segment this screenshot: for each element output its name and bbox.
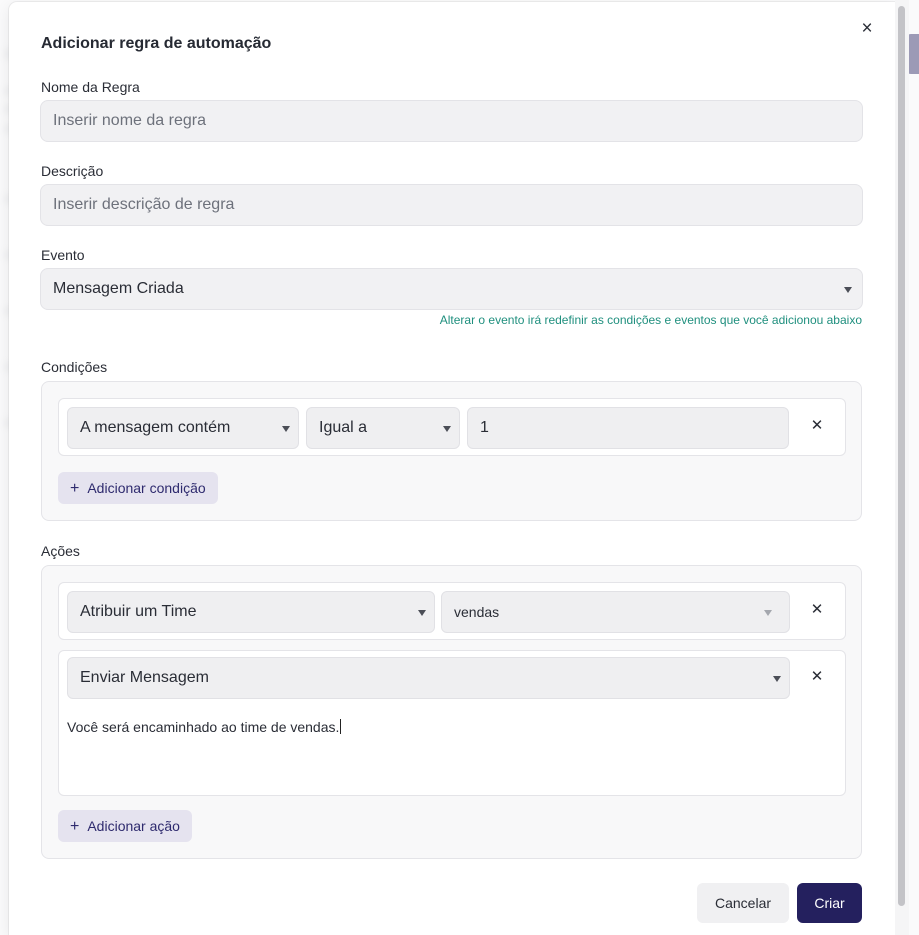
modal-title: Adicionar regra de automação xyxy=(41,35,272,52)
create-button[interactable]: Criar xyxy=(797,883,862,923)
chevron-down-icon xyxy=(443,426,451,432)
conditions-panel xyxy=(41,381,862,521)
action-type-select[interactable] xyxy=(67,591,435,633)
condition-operator-value: Igual a xyxy=(319,419,368,436)
condition-attribute-value: A mensagem contém xyxy=(80,419,231,436)
team-select-value: vendas xyxy=(454,604,500,620)
action-type-value: Enviar Mensagem xyxy=(80,669,209,686)
plus-icon: + xyxy=(70,480,80,497)
add-condition-label: Adicionar condição xyxy=(87,480,206,496)
chevron-down-icon xyxy=(844,287,852,293)
remove-action-icon[interactable]: ✕ xyxy=(810,601,824,618)
event-select-value: Mensagem Criada xyxy=(53,280,184,297)
add-automation-rule-modal xyxy=(9,2,895,935)
actions-label: Ações xyxy=(41,543,80,559)
event-select[interactable] xyxy=(40,268,863,310)
chevron-down-icon xyxy=(282,426,290,432)
condition-attribute-select[interactable] xyxy=(67,407,299,449)
rule-name-input[interactable]: Inserir nome da regra xyxy=(40,100,863,142)
chevron-down-icon xyxy=(773,676,781,682)
cancel-button[interactable]: Cancelar xyxy=(697,883,789,923)
conditions-label: Condições xyxy=(41,359,108,375)
condition-row xyxy=(58,398,846,456)
action-type-select[interactable] xyxy=(67,657,790,699)
remove-action-icon[interactable]: ✕ xyxy=(810,668,824,685)
condition-value-input[interactable] xyxy=(467,407,789,449)
add-action-button[interactable] xyxy=(58,810,192,842)
rule-name-label: Nome da Regra xyxy=(41,79,140,95)
chevron-down-icon xyxy=(418,610,426,616)
scrollbar[interactable] xyxy=(895,0,909,935)
action-type-value: Atribuir um Time xyxy=(80,603,197,620)
add-action-label: Adicionar ação xyxy=(87,818,180,834)
remove-condition-icon[interactable]: ✕ xyxy=(810,417,824,434)
plus-icon: + xyxy=(70,818,80,835)
description-input[interactable]: Inserir descrição de regra xyxy=(40,184,863,226)
action-row xyxy=(58,582,846,640)
action-row xyxy=(58,650,846,796)
chevron-down-icon xyxy=(764,610,772,616)
event-label: Evento xyxy=(41,247,85,263)
condition-operator-select[interactable] xyxy=(306,407,460,449)
condition-value-text: 1 xyxy=(480,419,489,436)
actions-panel xyxy=(41,565,862,859)
event-change-hint: Alterar o evento irá redefinir as condições e eventos que você adicionou abaixo xyxy=(439,313,862,327)
team-select[interactable] xyxy=(441,591,790,633)
add-condition-button[interactable] xyxy=(58,472,218,504)
message-textarea[interactable]: Você será encaminhado ao time de vendas. xyxy=(67,719,340,735)
scrollbar-thumb[interactable] xyxy=(898,6,905,906)
description-label: Descrição xyxy=(41,163,104,179)
close-icon[interactable]: × xyxy=(861,18,873,39)
